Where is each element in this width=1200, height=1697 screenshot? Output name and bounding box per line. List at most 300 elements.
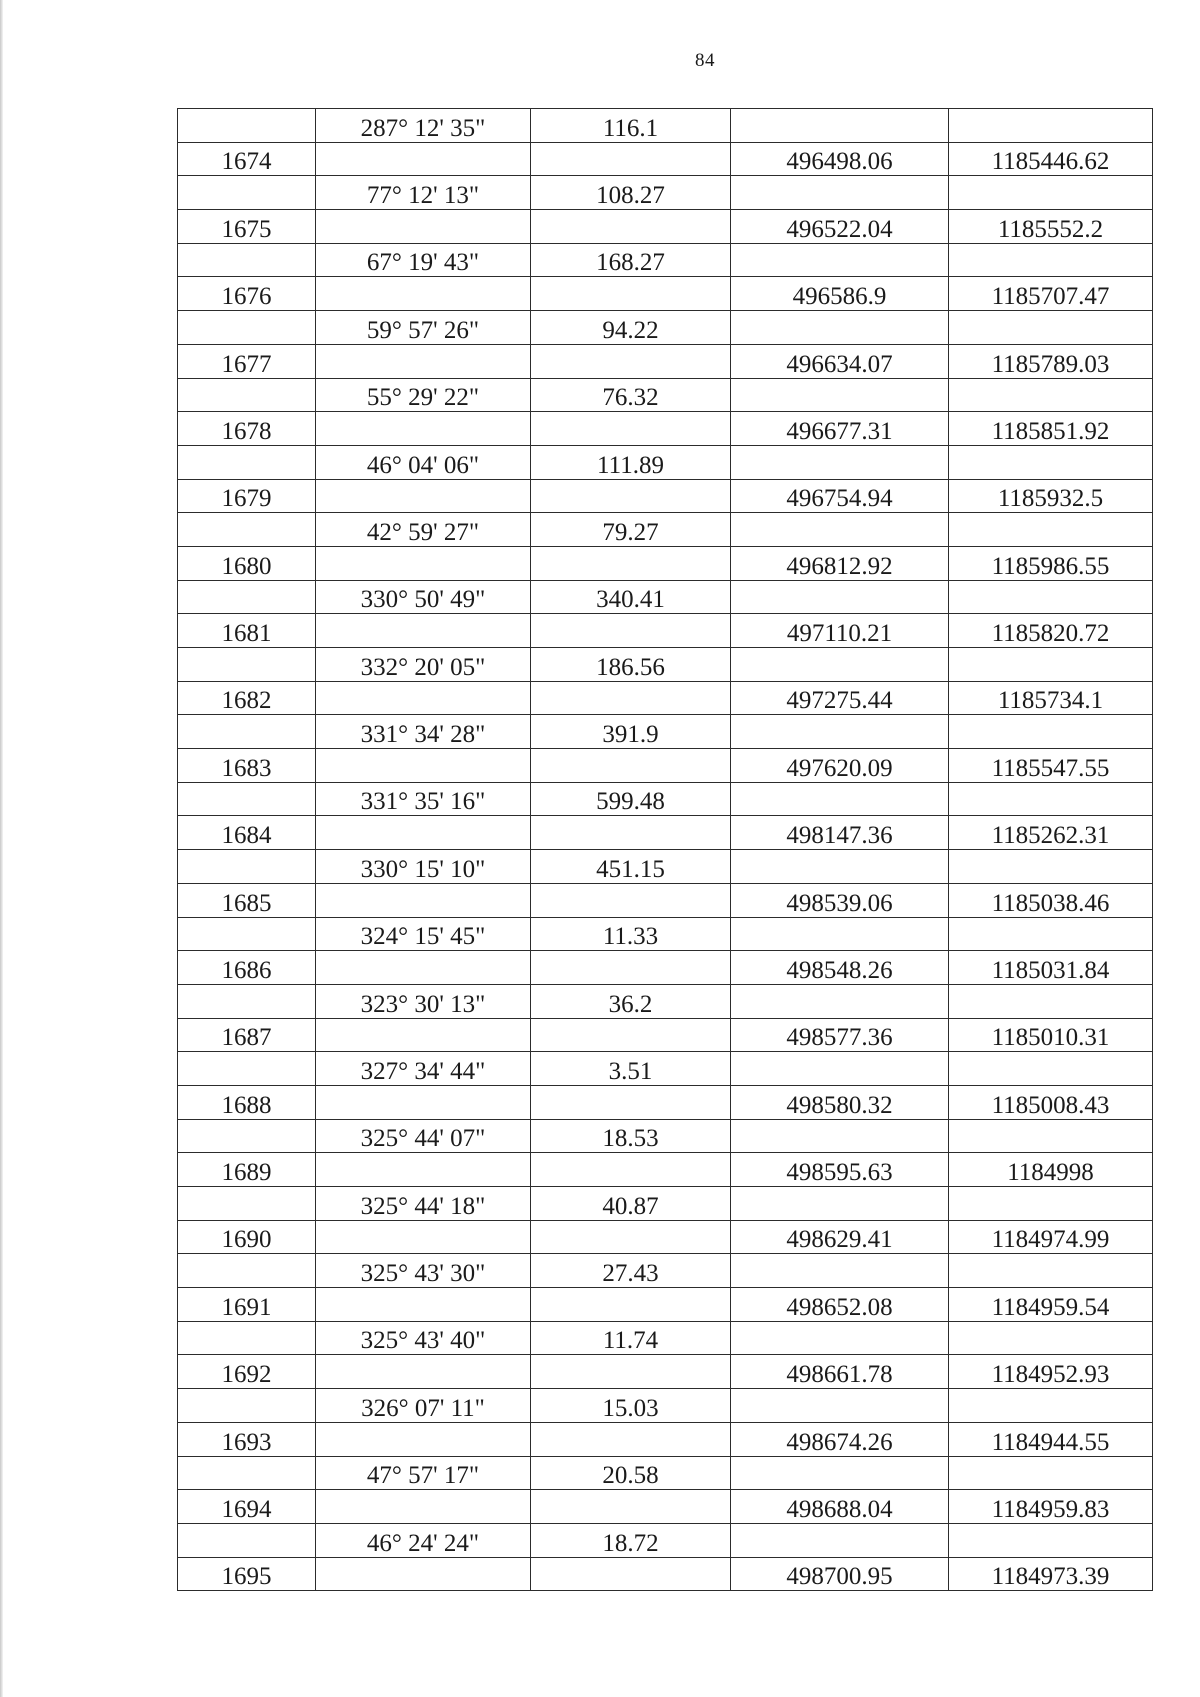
northing-cell (731, 816, 949, 850)
northing-cell (731, 1288, 949, 1322)
northing-cell (731, 648, 949, 682)
bearing-cell (316, 513, 531, 547)
distance-cell-text: 391.9 (602, 721, 659, 749)
bearing-cell (316, 412, 531, 446)
bearing-cell (316, 1389, 531, 1423)
station-cell-text: 1687 (221, 1024, 272, 1052)
bearing-cell (316, 176, 531, 210)
northing-cell-text: 498629.41 (786, 1226, 893, 1254)
easting-cell-text: 1185986.55 (991, 552, 1110, 580)
station-cell-text: 1679 (221, 485, 272, 513)
station-cell (178, 1052, 316, 1086)
bearing-cell (316, 1456, 531, 1490)
station-cell (178, 1456, 316, 1490)
northing-cell (731, 1220, 949, 1254)
distance-cell-text: 340.41 (596, 586, 665, 614)
northing-cell (731, 749, 949, 783)
station-cell-text: 1694 (221, 1495, 272, 1523)
distance-cell (531, 1018, 731, 1052)
station-cell (178, 277, 316, 311)
easting-cell (949, 749, 1153, 783)
northing-cell (731, 1422, 949, 1456)
easting-cell (949, 1523, 1153, 1557)
traverse-leg-row (178, 1523, 1153, 1557)
distance-cell (531, 513, 731, 547)
distance-cell (531, 142, 731, 176)
easting-cell (949, 1389, 1153, 1423)
northing-cell-text: 496586.9 (792, 283, 887, 311)
station-cell (178, 1321, 316, 1355)
northing-cell (731, 1490, 949, 1524)
bearing-cell (316, 1085, 531, 1119)
traverse-leg-row (178, 1119, 1153, 1153)
bearing-cell-text: 325° 43' 30" (360, 1260, 486, 1288)
station-row (178, 1557, 1153, 1591)
easting-cell-text: 1185446.62 (991, 148, 1110, 176)
distance-cell (531, 1557, 731, 1591)
bearing-cell (316, 1422, 531, 1456)
distance-cell-text: 36.2 (608, 990, 653, 1018)
bearing-cell (316, 1288, 531, 1322)
traverse-leg-row (178, 311, 1153, 345)
distance-cell (531, 1456, 731, 1490)
station-cell (178, 378, 316, 412)
northing-cell (731, 580, 949, 614)
bearing-cell (316, 1153, 531, 1187)
easting-cell (949, 1187, 1153, 1221)
station-cell-text: 1674 (221, 148, 272, 176)
survey-table-body (178, 109, 1153, 1591)
survey-coordinates-table (177, 108, 1153, 1591)
northing-cell (731, 782, 949, 816)
station-cell (178, 210, 316, 244)
distance-cell (531, 1389, 731, 1423)
distance-cell (531, 883, 731, 917)
station-cell (178, 951, 316, 985)
bearing-cell (316, 1018, 531, 1052)
bearing-cell-text: 330° 50' 49" (360, 586, 486, 614)
easting-cell (949, 782, 1153, 816)
bearing-cell-text: 287° 12' 35" (360, 114, 486, 142)
northing-cell-text: 498595.63 (786, 1159, 893, 1186)
distance-cell (531, 344, 731, 378)
station-cell-text: 1677 (221, 350, 272, 378)
page-number: 84 (695, 50, 715, 71)
station-cell (178, 142, 316, 176)
station-cell (178, 749, 316, 783)
distance-cell (531, 749, 731, 783)
easting-cell-text: 1184952.93 (991, 1361, 1110, 1389)
northing-cell (731, 1254, 949, 1288)
station-cell (178, 1220, 316, 1254)
bearing-cell (316, 311, 531, 345)
northing-cell (731, 344, 949, 378)
easting-cell (949, 109, 1153, 143)
distance-cell-text: 18.53 (602, 1125, 659, 1153)
station-cell-text: 1680 (221, 552, 272, 580)
easting-cell (949, 1052, 1153, 1086)
distance-cell (531, 816, 731, 850)
northing-cell (731, 210, 949, 244)
easting-cell-text: 1185552.2 (997, 215, 1104, 243)
bearing-cell-text: 332° 20' 05" (360, 653, 486, 681)
bearing-cell (316, 1557, 531, 1591)
easting-cell (949, 546, 1153, 580)
bearing-cell (316, 243, 531, 277)
station-cell (178, 513, 316, 547)
bearing-cell (316, 782, 531, 816)
bearing-cell (316, 1119, 531, 1153)
distance-cell-text: 451.15 (596, 855, 665, 883)
bearing-cell-text: 330° 15' 10" (360, 855, 486, 883)
northing-cell-text: 498580.32 (786, 1091, 893, 1119)
northing-cell (731, 1187, 949, 1221)
northing-cell (731, 681, 949, 715)
easting-cell-text: 1185820.72 (991, 620, 1110, 647)
distance-cell (531, 984, 731, 1018)
station-cell-text: 1692 (221, 1361, 272, 1389)
station-cell-text: 1688 (221, 1091, 272, 1119)
northing-cell-text: 496634.07 (786, 350, 893, 378)
bearing-cell (316, 344, 531, 378)
northing-cell-text: 498548.26 (786, 956, 893, 984)
station-cell (178, 1557, 316, 1591)
northing-cell-text: 498539.06 (786, 889, 893, 917)
distance-cell-text: 186.56 (596, 653, 665, 681)
bearing-cell (316, 580, 531, 614)
distance-cell-text: 18.72 (602, 1529, 659, 1557)
distance-cell (531, 1288, 731, 1322)
northing-cell (731, 883, 949, 917)
station-row (178, 1153, 1153, 1187)
distance-cell-text: 15.03 (602, 1394, 659, 1422)
northing-cell (731, 412, 949, 446)
station-cell (178, 344, 316, 378)
distance-cell-text: 27.43 (602, 1260, 659, 1288)
northing-cell (731, 378, 949, 412)
easting-cell (949, 614, 1153, 648)
station-row (178, 614, 1153, 648)
bearing-cell (316, 445, 531, 479)
distance-cell (531, 210, 731, 244)
easting-cell-text: 1184959.54 (991, 1293, 1110, 1321)
station-cell (178, 984, 316, 1018)
station-row (178, 479, 1153, 513)
bearing-cell-text: 46° 04' 06" (366, 451, 480, 479)
easting-cell (949, 1153, 1153, 1187)
distance-cell-text: 76.32 (602, 384, 659, 412)
bearing-cell (316, 917, 531, 951)
station-cell (178, 109, 316, 143)
easting-cell-text: 1184973.39 (991, 1563, 1110, 1591)
easting-cell-text: 1185734.1 (997, 687, 1104, 715)
station-cell (178, 1254, 316, 1288)
bearing-cell (316, 277, 531, 311)
bearing-cell-text: 331° 35' 16" (360, 788, 486, 816)
station-row (178, 210, 1153, 244)
distance-cell (531, 479, 731, 513)
easting-cell (949, 1321, 1153, 1355)
station-cell (178, 1422, 316, 1456)
northing-cell-text: 496677.31 (786, 417, 893, 445)
northing-cell (731, 142, 949, 176)
traverse-leg-row (178, 513, 1153, 547)
distance-cell (531, 614, 731, 648)
bearing-cell (316, 1187, 531, 1221)
station-cell (178, 580, 316, 614)
easting-cell (949, 479, 1153, 513)
northing-cell (731, 311, 949, 345)
distance-cell (531, 109, 731, 143)
northing-cell-text: 497620.09 (786, 754, 893, 782)
easting-cell (949, 917, 1153, 951)
station-row (178, 142, 1153, 176)
traverse-leg-row (178, 917, 1153, 951)
distance-cell-text: 94.22 (602, 316, 659, 344)
station-cell (178, 715, 316, 749)
station-cell-text: 1686 (221, 956, 272, 984)
distance-cell (531, 546, 731, 580)
bearing-cell (316, 1321, 531, 1355)
easting-cell (949, 1220, 1153, 1254)
easting-cell (949, 984, 1153, 1018)
station-cell (178, 546, 316, 580)
distance-cell (531, 1052, 731, 1086)
station-cell-text: 1678 (221, 417, 272, 445)
bearing-cell (316, 1254, 531, 1288)
easting-cell (949, 1557, 1153, 1591)
easting-cell (949, 580, 1153, 614)
distance-cell (531, 782, 731, 816)
northing-cell (731, 445, 949, 479)
easting-cell (949, 850, 1153, 884)
easting-cell (949, 176, 1153, 210)
easting-cell (949, 513, 1153, 547)
distance-cell (531, 176, 731, 210)
traverse-leg-row (178, 1187, 1153, 1221)
bearing-cell (316, 378, 531, 412)
bearing-cell (316, 984, 531, 1018)
easting-cell (949, 445, 1153, 479)
distance-cell (531, 1321, 731, 1355)
distance-cell-text: 116.1 (602, 114, 659, 142)
traverse-leg-row (178, 850, 1153, 884)
easting-cell (949, 951, 1153, 985)
easting-cell (949, 715, 1153, 749)
easting-cell-text: 1185932.5 (997, 485, 1104, 513)
bearing-cell-text: 331° 34' 28" (360, 721, 486, 749)
station-cell (178, 1389, 316, 1423)
station-row (178, 1355, 1153, 1389)
bearing-cell (316, 210, 531, 244)
bearing-cell-text: 324° 15' 45" (360, 923, 486, 951)
bearing-cell (316, 614, 531, 648)
northing-cell-text: 497275.44 (786, 687, 893, 715)
easting-cell-text: 1185010.31 (991, 1024, 1110, 1052)
bearing-cell-text: 325° 44' 18" (360, 1192, 486, 1220)
station-row (178, 681, 1153, 715)
traverse-leg-row (178, 580, 1153, 614)
station-cell (178, 1119, 316, 1153)
distance-cell (531, 1355, 731, 1389)
northing-cell (731, 1389, 949, 1423)
station-cell (178, 1018, 316, 1052)
bearing-cell (316, 1355, 531, 1389)
northing-cell (731, 1052, 949, 1086)
distance-cell (531, 1085, 731, 1119)
station-cell-text: 1681 (221, 620, 272, 647)
easting-cell (949, 681, 1153, 715)
northing-cell (731, 951, 949, 985)
easting-cell-text: 1185547.55 (991, 754, 1110, 782)
northing-cell-text: 496522.04 (786, 215, 893, 243)
easting-cell (949, 1490, 1153, 1524)
traverse-leg-row (178, 1052, 1153, 1086)
easting-cell (949, 243, 1153, 277)
station-cell (178, 479, 316, 513)
northing-cell (731, 243, 949, 277)
traverse-leg-row (178, 984, 1153, 1018)
station-row (178, 546, 1153, 580)
northing-cell-text: 498688.04 (786, 1495, 893, 1523)
station-cell (178, 816, 316, 850)
distance-cell-text: 168.27 (596, 249, 665, 277)
station-row (178, 412, 1153, 446)
easting-cell (949, 1254, 1153, 1288)
station-cell (178, 850, 316, 884)
station-cell (178, 782, 316, 816)
distance-cell (531, 1422, 731, 1456)
station-cell (178, 1355, 316, 1389)
bearing-cell (316, 1052, 531, 1086)
station-cell-text: 1693 (221, 1428, 272, 1456)
easting-cell-text: 1184974.99 (991, 1226, 1110, 1254)
distance-cell-text: 3.51 (608, 1057, 653, 1085)
traverse-leg-row (178, 782, 1153, 816)
northing-cell-text: 498674.26 (786, 1428, 893, 1456)
bearing-cell-text: 327° 34' 44" (360, 1057, 486, 1085)
northing-cell (731, 1321, 949, 1355)
easting-cell (949, 378, 1153, 412)
bearing-cell (316, 1490, 531, 1524)
northing-cell (731, 513, 949, 547)
station-cell (178, 681, 316, 715)
station-row (178, 1085, 1153, 1119)
northing-cell (731, 1456, 949, 1490)
easting-cell (949, 816, 1153, 850)
distance-cell-text: 111.89 (597, 451, 664, 479)
easting-cell-text: 1185038.46 (991, 889, 1110, 917)
station-row (178, 883, 1153, 917)
distance-cell-text: 20.58 (602, 1462, 659, 1490)
easting-cell-text: 1185008.43 (991, 1091, 1110, 1119)
bearing-cell-text: 67° 19' 43" (366, 249, 480, 277)
scan-edge-shadow (0, 0, 3, 1697)
bearing-cell-text: 325° 43' 40" (360, 1327, 486, 1355)
distance-cell (531, 243, 731, 277)
station-cell (178, 445, 316, 479)
station-cell (178, 412, 316, 446)
easting-cell-text: 1184944.55 (991, 1428, 1110, 1456)
distance-cell-text: 11.33 (602, 923, 659, 951)
distance-cell-text: 40.87 (602, 1192, 659, 1220)
distance-cell (531, 951, 731, 985)
station-cell (178, 1523, 316, 1557)
bearing-cell (316, 816, 531, 850)
station-cell (178, 614, 316, 648)
station-cell-text: 1675 (221, 215, 272, 243)
easting-cell (949, 311, 1153, 345)
distance-cell (531, 412, 731, 446)
northing-cell (731, 715, 949, 749)
station-cell-text: 1689 (221, 1159, 272, 1186)
bearing-cell-text: 42° 59' 27" (366, 518, 480, 546)
distance-cell (531, 648, 731, 682)
northing-cell-text: 498700.95 (786, 1563, 893, 1591)
bearing-cell (316, 951, 531, 985)
station-row (178, 1288, 1153, 1322)
northing-cell (731, 1018, 949, 1052)
northing-cell (731, 1523, 949, 1557)
bearing-cell (316, 648, 531, 682)
station-cell (178, 1187, 316, 1221)
northing-cell (731, 1557, 949, 1591)
station-row (178, 816, 1153, 850)
station-cell (178, 1288, 316, 1322)
bearing-cell-text: 47° 57' 17" (366, 1462, 480, 1490)
distance-cell (531, 1490, 731, 1524)
station-cell (178, 1085, 316, 1119)
bearing-cell-text: 55° 29' 22" (366, 384, 480, 412)
easting-cell (949, 1085, 1153, 1119)
traverse-leg-row (178, 648, 1153, 682)
distance-cell (531, 1153, 731, 1187)
northing-cell (731, 917, 949, 951)
station-row (178, 344, 1153, 378)
distance-cell-text: 79.27 (602, 518, 659, 546)
distance-cell (531, 1220, 731, 1254)
northing-cell-text: 496812.92 (786, 552, 893, 580)
bearing-cell (316, 546, 531, 580)
easting-cell (949, 1288, 1153, 1322)
distance-cell (531, 1187, 731, 1221)
easting-cell (949, 648, 1153, 682)
easting-cell-text: 1185707.47 (991, 283, 1110, 311)
station-row (178, 1220, 1153, 1254)
easting-cell (949, 1422, 1153, 1456)
distance-cell (531, 277, 731, 311)
bearing-cell (316, 142, 531, 176)
easting-cell (949, 1018, 1153, 1052)
easting-cell-text: 1185031.84 (991, 956, 1110, 984)
northing-cell (731, 1355, 949, 1389)
station-cell-text: 1685 (221, 889, 272, 917)
bearing-cell (316, 479, 531, 513)
station-cell (178, 648, 316, 682)
traverse-leg-row (178, 1456, 1153, 1490)
station-cell-text: 1682 (221, 687, 272, 715)
traverse-leg-row (178, 1254, 1153, 1288)
station-row (178, 277, 1153, 311)
traverse-leg-row (178, 109, 1153, 143)
northing-cell (731, 614, 949, 648)
bearing-cell-text: 323° 30' 13" (360, 990, 486, 1018)
station-cell-text: 1684 (221, 822, 272, 850)
distance-cell-text: 108.27 (596, 182, 665, 210)
northing-cell (731, 984, 949, 1018)
traverse-leg-row (178, 715, 1153, 749)
station-cell (178, 243, 316, 277)
